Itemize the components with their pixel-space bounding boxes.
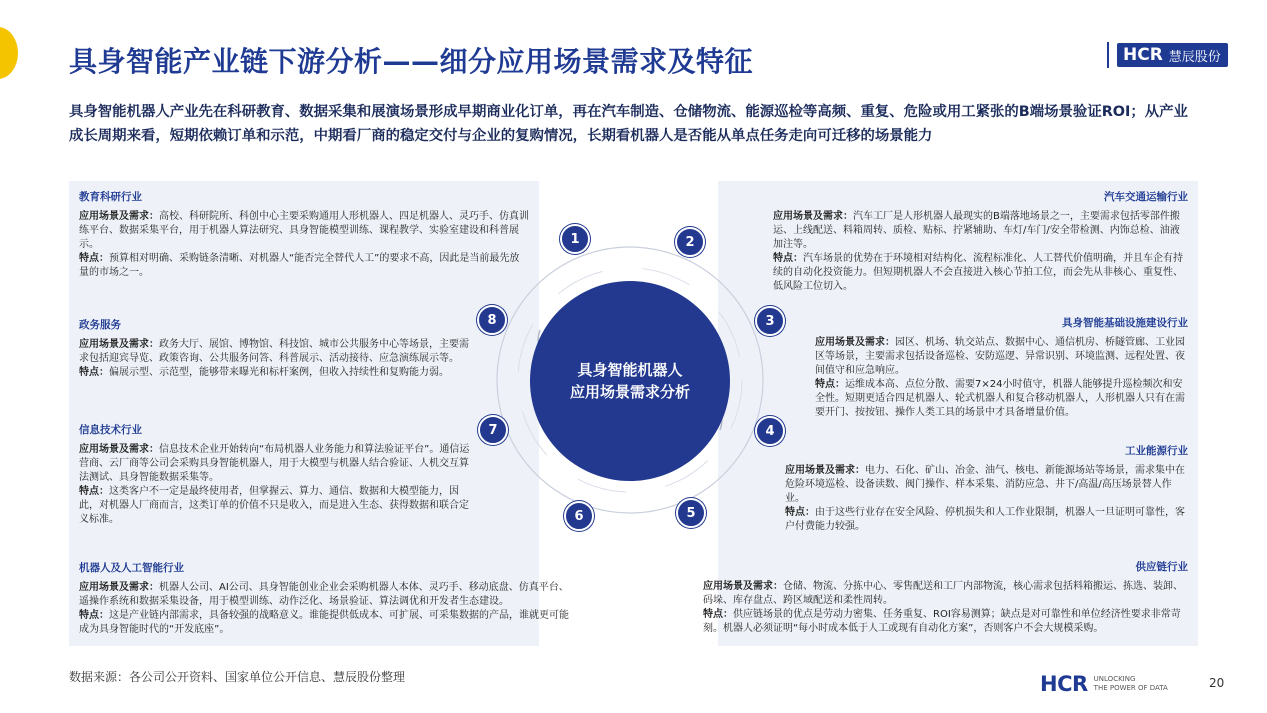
block-demand: 应用场景及需求：仓储、物流、分拣中心、零售配送和工厂内部物流，核心需求包括料箱搬运、拣选、装卸、码垛、库存盘点、跨区域配送和柔性周转。: [703, 581, 1183, 606]
block-feature: 特点：供应链场景的优点是劳动力密集、任务重复、ROI容易测算；缺点是对可靠性和单位经济性要求非常苛刻。机器人必须证明“每小时成本低于人工或现有自动化方案”，否则客户不会大规模采购。: [703, 609, 1181, 634]
block-demand: 应用场景及需求：园区、机场、轨交站点、数据中心、通信机房、桥隧管廊、工业园区等场景，主要需求包括设备巡检、安防巡逻、异常识别、环境监测、远程处置、夜间值守和应急响应。: [815, 337, 1185, 376]
block-heading: 工业能源行业: [1125, 445, 1188, 457]
block-heading: 信息技术行业: [79, 424, 142, 436]
brand-logo-mark: [1117, 43, 1228, 67]
page-title: 具身智能产业链下游分析——细分应用场景需求及特征: [69, 45, 754, 78]
block-feature: 特点：偏展示型、示范型，能够带来曝光和标杆案例，但收入持续性和复购能力弱。: [79, 367, 449, 378]
block-feature: 特点：汽车场景的优势在于环境相对结构化、流程标准化、人工替代价值明确，并且车企有持续的自动化投资能力。但短期机器人不会直接进入核心节拍工位，而会先从非核心、重复性、低风险工位切入。: [773, 253, 1183, 292]
page-number: 20: [1209, 676, 1225, 690]
block-demand: 应用场景及需求：汽车工厂是人形机器人最现实的B端落地场景之一，主要需求包括零部件搬运、上线配送、料箱周转、质检、贴标、拧紧辅助、车灯/车门/安全带检测、内饰总检、油液加注等。: [773, 211, 1180, 250]
brand-short: HCR: [1123, 45, 1163, 65]
block-demand: 应用场景及需求：电力、石化、矿山、冶金、油气、核电、新能源场站等场景，需求集中在危险环境巡检、设备读数、阀门操作、样本采集、消防应急、井下/高温/高压场景替人作业。: [785, 465, 1185, 504]
brand-name: 慧辰股份: [1168, 49, 1221, 65]
block-demand: 应用场景及需求：高校、科研院所、科创中心主要采购通用人形机器人、四足机器人、灵巧手、仿真训练平台、数据采集平台，用于机器人算法研究、具身智能模型训练、课程教学、实验室建设和科普展示。: [79, 211, 529, 250]
block-education: [79, 190, 529, 280]
block-heading: 政务服务: [79, 319, 121, 331]
footer-logo: [1040, 672, 1168, 696]
block-demand: 应用场景及需求：政务大厅、展馆、博物馆、科技馆、城市公共服务中心等场景，主要需求包括迎宾导览、政策咨询、公共服务问答、科普展示、活动接待、应急演练展示等。: [79, 339, 469, 364]
block-demand: 应用场景及需求：信息技术企业开始转向“布局机器人业务能力和算法验证平台”。通信运营商、云厂商等公司会采购具身智能机器人，用于大模型与机器人结合验证、人机交互算法测试、具身智能数据采集等。: [79, 444, 470, 483]
block-demand: 应用场景及需求：机器人公司、AI公司、具身智能创业企业会采购机器人本体、灵巧手、移动底盘、仿真平台、遥操作系统和数据采集设备，用于模型训练、动作泛化、场景验证、算法调优和开发者生态建设。: [79, 582, 569, 607]
block-heading: 汽车交通运输行业: [1104, 191, 1188, 203]
marker-5: 5: [676, 498, 706, 528]
marker-6: 6: [564, 501, 594, 531]
block-heading: 机器人及人工智能行业: [79, 562, 184, 574]
center-line2: 应用场景需求分析: [569, 383, 690, 401]
marker-3: 3: [755, 306, 785, 336]
block-feature: 特点：预算相对明确、采购链条清晰、对机器人“能否完全替代人工”的要求不高，因此是当前最先放量的市场之一。: [79, 253, 520, 278]
block-heading: 具身智能基础设施建设行业: [1062, 317, 1188, 329]
center-circle: [530, 281, 730, 481]
block-feature: 特点：这类客户不一定是最终使用者，但掌握云、算力、通信、数据和大模型能力，因此，对机器人厂商而言，这类订单的价值不只是收入，而是进入生态、获得数据和联合定义标准。: [79, 486, 469, 525]
brand-logo: [1107, 42, 1228, 68]
marker-2: 2: [675, 227, 705, 257]
block-heading: 供应链行业: [1135, 561, 1188, 573]
block-heading: 教育科研行业: [79, 191, 142, 203]
block-automotive: [773, 190, 1188, 294]
footer-logo-hcr: HCR: [1040, 672, 1088, 696]
summary-text: 具身智能机器人产业先在科研教育、数据采集和展演场景形成早期商业化订单，再在汽车制造、仓储物流、能源巡检等高频、重复、危险或用工紧张的B端场景验证ROI；从产业成长周期来看，短期依赖订单和示范，中期看厂商的稳定交付与企业的复购情况，长期看机器人是否能从单点任务走向可迁移的场景能力: [69, 104, 1188, 144]
block-government: [79, 318, 474, 380]
marker-7: 7: [478, 415, 508, 445]
marker-4: 4: [755, 416, 785, 446]
block-industrial-energy: [785, 444, 1188, 534]
block-supply-chain: [703, 560, 1188, 636]
block-it: [79, 423, 474, 527]
marker-1: 1: [560, 224, 590, 254]
marker-8: 8: [477, 305, 507, 335]
block-feature: 特点：这是产业链内部需求，具备较强的战略意义。谁能提供低成本、可扩展、可采集数据的产品，谁就更可能成为具身智能时代的“开发底座”。: [79, 610, 569, 635]
footer-logo-tagline: UNLOCKING THE POWER OF DATA: [1093, 675, 1168, 692]
block-infrastructure: [815, 316, 1188, 420]
block-feature: 特点：由于这些行业存在安全风险、停机损失和人工作业限制，机器人一旦证明可靠性，客户付费能力较强。: [785, 507, 1185, 532]
center-line1: 具身智能机器人: [577, 361, 683, 379]
block-feature: 特点：运维成本高、点位分散、需要7×24小时值守，机器人能够提升巡检频次和安全性。短期更适合四足机器人、轮式机器人和复合移动机器人，人形机器人只有在需要开门、按按钮、操作人类工具的场景中才具备增量价值。: [815, 379, 1185, 418]
data-source: 数据来源：各公司公开资料、国家单位公开信息、慧辰股份整理: [69, 670, 406, 684]
block-robotics-ai: [79, 561, 569, 637]
corner-decoration: [0, 27, 18, 79]
